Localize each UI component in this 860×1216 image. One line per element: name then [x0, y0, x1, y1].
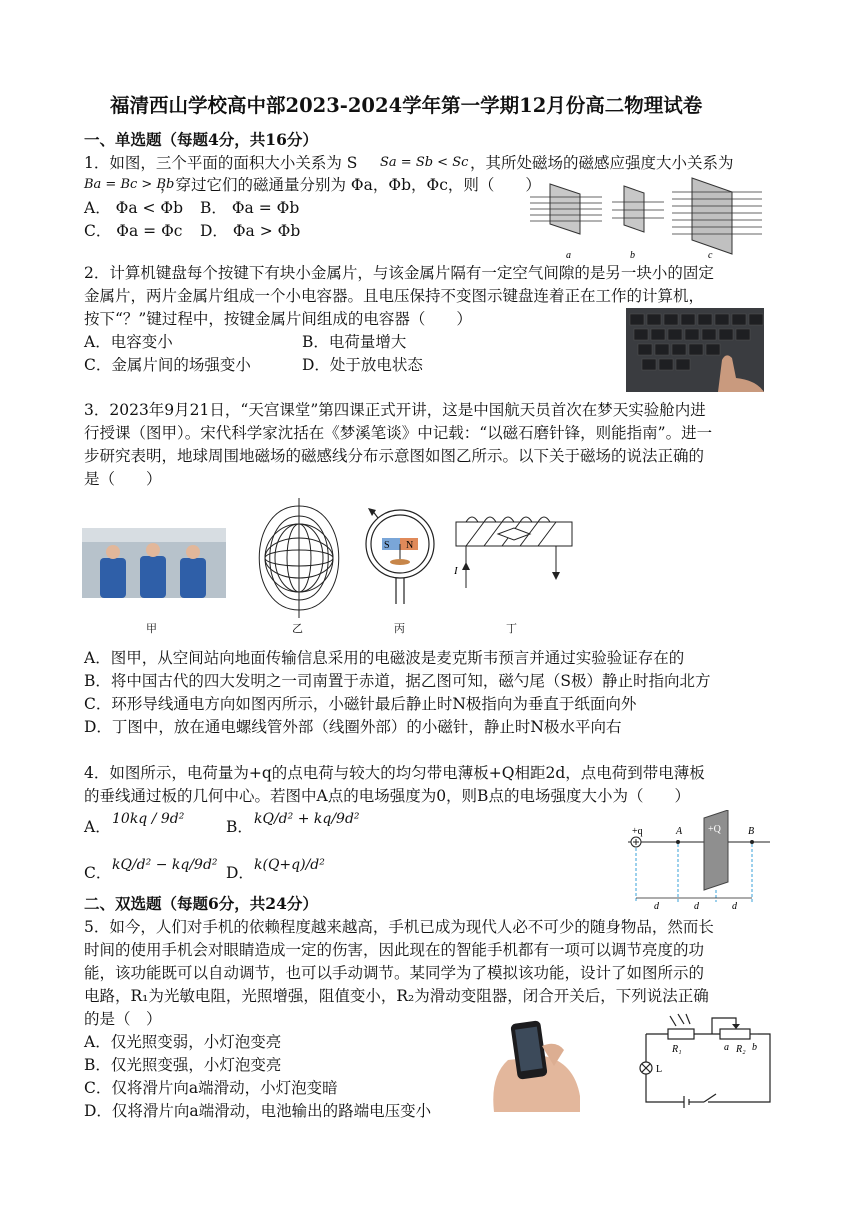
q4-fig-label-d1: d	[654, 901, 659, 910]
q3-figure-ding-solenoid	[452, 508, 574, 598]
q5-stem-line3: 能，该功能既可以自动调节，也可以手动调节。某同学为了模拟该功能，设计了如图所示的	[84, 964, 705, 982]
q1-option-a: A． Φa < Φb	[84, 199, 184, 217]
q2-stem-line2: 金属片，两片金属片组成一个小电容器。且电压保持不变图示键盘连着正在工作的计算机，	[84, 287, 705, 305]
q4-fig-label-b: B	[748, 826, 755, 837]
q1-figure-planes	[522, 172, 778, 262]
q2-option-b: B．电荷量增大	[302, 333, 407, 351]
q4-option-c-expr: kQ/d² − kq/9d²	[112, 857, 218, 873]
q5-circuit-label-a: a	[724, 1042, 729, 1053]
q5-option-a: A．仅光照变弱，小灯泡变亮	[84, 1033, 282, 1051]
q1-stem-line1	[84, 152, 357, 174]
q1-option-b: B． Φa = Φb	[200, 199, 300, 217]
q4-option-c-label: C．	[84, 864, 112, 882]
q4-option-a-label: A．	[84, 818, 111, 836]
q3-compass-n: N	[406, 540, 414, 551]
q3-figure-jia-photo	[82, 528, 226, 598]
q4-option-a-expr: 10kq / 9d²	[112, 811, 185, 827]
q4-fig-label-d2: d	[694, 901, 699, 910]
q5-circuit-label-b: b	[752, 1042, 757, 1053]
q2-option-a: A．电容变小	[84, 333, 173, 351]
q3-stem-line2: 行授课（图甲）。宋代科学家沈括在《梦溪笔谈》中记载：“以磁石磨针锋，则能指南”。进一	[84, 424, 713, 442]
q3-option-d: D．丁图中，放在通电螺线管外部（线圈外部）的小磁针，静止时N极水平向右	[84, 718, 622, 736]
page-title: 福清西山学校高中部2023-2024学年第一学期12月份高二物理试卷	[110, 94, 703, 117]
q3-fig-label-ding: 丁	[506, 622, 517, 635]
q5-circuit-diagram	[628, 1012, 778, 1112]
q3-current-label: I	[454, 565, 458, 577]
q5-circuit-label-r2: R₂	[736, 1044, 746, 1055]
q1-condition-area: Sa = Sb < Sc	[380, 155, 469, 170]
q3-stem-line3: 步研究表明，地球周围地磁场的磁感线分布示意图如图乙所示。以下关于磁场的说法正确的	[84, 447, 705, 465]
q4-figure-charge-plate	[624, 810, 772, 910]
q4-stem-line2: 的垂线通过板的几何中心。若图中A点的电场强度为0，则B点的电场强度大小为（ ）	[84, 787, 690, 805]
q4-fig-label-a: A	[676, 826, 683, 837]
q5-option-b: B．仅光照变强，小灯泡变亮	[84, 1056, 282, 1074]
q3-fig-label-yi: 乙	[292, 622, 303, 635]
q5-stem-line4: 电路，R₁为光敏电阻，光照增强，阻值变小，R₂为滑动变阻器，闭合开关后，下列说法正确	[84, 987, 709, 1005]
q3-fig-label-jia: 甲	[146, 622, 157, 635]
q1-stem-part1: 1．如图，三个平面的面积大小关系为 S	[84, 154, 358, 172]
q2-stem-line1: 2．计算机键盘每个按键下有块小金属片，与该金属片隔有一定空气间隙的是另一块小的固定	[84, 264, 714, 282]
q3-stem-line4: 是（ ）	[84, 470, 162, 488]
q5-stem-line1: 5．如今，人们对手机的依赖程度越来越高，手机已成为现代人必不可少的随身物品，然而长	[84, 918, 714, 936]
q3-option-a: A．图甲，从空间站向地面传输信息采用的电磁波是麦克斯韦预言并通过实验验证存在的	[84, 649, 685, 667]
q3-compass-s: S	[384, 540, 390, 551]
q2-option-c: C．金属片间的场强变小	[84, 356, 251, 374]
q4-option-d-expr: k(Q+q)/d²	[254, 857, 325, 873]
q5-stem-line2: 时间的使用手机会对眼睛造成一定的伤害，因此现在的智能手机都有一项可以调节亮度的功	[84, 941, 705, 959]
q1-fig-label-c: c	[708, 250, 713, 261]
q5-circuit-label-lamp: L	[656, 1064, 663, 1075]
q1-fig-label-a: a	[566, 250, 571, 261]
q3-figure-bing-ring	[362, 504, 438, 606]
q4-option-b-expr: kQ/d² + kq/9d²	[254, 811, 360, 827]
q2-keyboard-photo	[626, 308, 764, 392]
q5-option-d: D．仅将滑片向a端滑动，电池输出的路端电压变小	[84, 1102, 432, 1120]
q2-stem-line3: 按下“？”键过程中，按键金属片间组成的电容器（ ）	[84, 310, 472, 328]
q3-stem-line1: 3．2023年9月21日，“天宫课堂”第四课正式开讲，这是中国航天员首次在梦天实验舱内进	[84, 401, 706, 419]
q3-option-b: B．将中国古代的四大发明之一司南置于赤道，据乙图可知，磁勺尾（S极）静止时指向北方	[84, 672, 711, 690]
q1-fig-label-b: b	[630, 250, 635, 261]
section-header-double-choice: 二、双选题（每题6分，共24分）	[84, 894, 318, 913]
q3-option-c: C．环形导线通电方向如图丙所示，小磁针最后静止时N极指向为垂直于纸面向外	[84, 695, 637, 713]
q2-option-d: D．处于放电状态	[302, 356, 423, 374]
q5-circuit-label-r1: R₁	[672, 1044, 682, 1055]
q4-option-b-label: B．	[226, 818, 253, 836]
q1-stem-part2: ，其所处磁场的磁感应强度大小关系为	[470, 154, 734, 172]
q3-fig-label-bing: 丙	[394, 622, 405, 635]
q4-fig-label-d3: d	[732, 901, 737, 910]
q5-phone-hand-photo	[484, 1016, 584, 1112]
q5-stem-line5: 的是（ ）	[84, 1010, 162, 1028]
q1-option-c: C． Φa = Φc	[84, 222, 183, 240]
q4-stem-line1: 4．如图所示，电荷量为+q的点电荷与较大的均匀带电薄板+Q相距2d，点电荷到带电薄板	[84, 764, 705, 782]
q3-figure-yi-earth-field	[246, 496, 352, 620]
q5-option-c: C．仅将滑片向a端滑动，小灯泡变暗	[84, 1079, 338, 1097]
q1-option-d: D． Φa > Φb	[200, 222, 301, 240]
section-header-single-choice: 一、单选题（每题4分，共16分）	[84, 130, 318, 149]
q1-stem-line2: ，穿过它们的磁通量分别为 Φa，Φb，Φc，则（ ）	[160, 176, 541, 194]
q4-fig-label-q: +q	[632, 826, 643, 837]
q4-fig-label-plate: +Q	[708, 824, 721, 835]
q4-option-d-label: D．	[226, 864, 254, 882]
q1-condition-field: Ba = Bc > Bb	[84, 177, 175, 192]
